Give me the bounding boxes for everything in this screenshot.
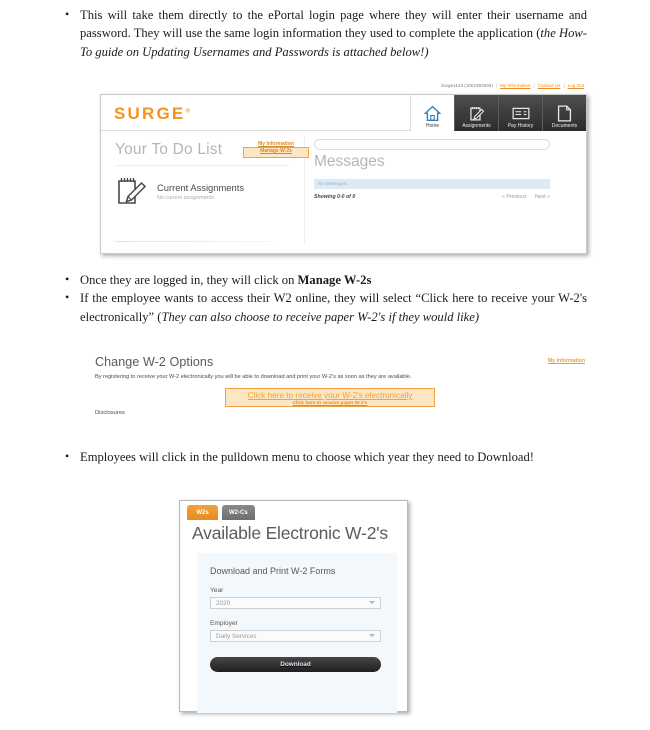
account-bar-separator-2: | [533, 83, 535, 88]
bullet-paragraph-4 [62, 448, 587, 466]
tab-w2s-label: W2s [196, 509, 209, 516]
nav-label-documents: Documents [551, 123, 578, 129]
todo-divider [115, 165, 290, 166]
current-assignments-text [157, 182, 244, 201]
manage-w2s-link[interactable]: Manage W-2s [260, 148, 292, 154]
account-user-id: Surge1123 (1001993536) [440, 83, 493, 88]
disclosures-label[interactable]: Disclosures [95, 410, 125, 416]
bullet-4-text: Employees will click in the pulldown menu to choose which year they need to Download! [80, 450, 534, 464]
todo-panel [101, 131, 304, 253]
eportal-header [101, 95, 586, 131]
current-assignments-row [115, 176, 304, 206]
nav-label-assignments: Assignments [462, 123, 491, 129]
todo-my-information-link[interactable]: My Information [258, 141, 294, 147]
change-w2-title: Change W-2 Options [95, 355, 214, 369]
receive-electronically-highlight-box[interactable] [225, 388, 435, 407]
notepad-pencil-icon [115, 176, 149, 206]
list-item [62, 289, 587, 326]
available-w2s-heading: Available Electronic W-2's [192, 523, 388, 543]
nav-label-pay-history: Pay History [507, 123, 534, 129]
messages-footer [314, 194, 550, 200]
eportal-home-screenshot [100, 83, 587, 254]
year-select[interactable] [210, 597, 381, 609]
todo-bottom-divider [115, 241, 275, 242]
registered-mark-icon: ® [185, 108, 190, 115]
bullet-1-text-italic: the How-To guide on Updating Usernames and Passwords is attached below!) [80, 26, 587, 59]
search-input[interactable] [314, 139, 550, 150]
messages-panel [304, 131, 586, 253]
bullet-2-text-bold: Manage W-2s [297, 273, 372, 287]
tab-w2s[interactable] [187, 505, 218, 520]
change-w2-my-information-link[interactable]: My Information [547, 358, 585, 364]
document-page-icon [557, 105, 572, 122]
manage-w2s-highlight-box[interactable] [243, 147, 309, 158]
primary-nav [410, 95, 586, 131]
bullet-paragraph-2 [62, 271, 587, 326]
download-button-label: Download [280, 661, 311, 668]
current-assignments-heading: Current Assignments [157, 181, 245, 193]
chevron-down-icon [369, 601, 375, 604]
messages-empty-banner: No Messages. [314, 179, 550, 189]
my-information-link[interactable]: My Information [500, 83, 531, 88]
bullet-3-text-italic: They can also choose to receive paper W-2's if they would like) [161, 309, 480, 324]
nav-item-pay-history[interactable] [498, 95, 542, 131]
change-w2-options-screenshot [95, 355, 585, 423]
download-panel [197, 553, 397, 713]
messages-title: Messages [314, 153, 385, 170]
list-item [62, 448, 587, 466]
employer-field-label: Employer [210, 620, 238, 627]
employer-select-value: Daily Services [216, 633, 257, 640]
surge-logo-text: SURGE [114, 104, 186, 123]
account-bar-separator-1: | [495, 83, 498, 88]
year-field-label: Year [210, 587, 224, 594]
bullet-1-text-normal: This will take them directly to the ePortal login page where they will enter their username and password. They will use the same login information they used to complete the application ( [80, 8, 587, 41]
nav-item-home[interactable] [410, 95, 454, 131]
chevron-down-icon [369, 634, 375, 637]
contact-us-link[interactable]: Contact Us [537, 83, 561, 88]
download-panel-heading: Download and Print W-2 Forms [210, 566, 336, 576]
year-select-value: 2020 [216, 600, 231, 607]
download-button[interactable] [210, 657, 381, 672]
employer-select[interactable] [210, 630, 381, 642]
account-bar-separator-3: | [563, 83, 565, 88]
tab-w2-cs-label: W2-Cs [229, 509, 248, 516]
list-item [62, 271, 587, 289]
account-bar [101, 83, 586, 94]
receive-electronically-link[interactable]: Click here to receive your W-2's electronically [247, 391, 413, 400]
bullet-paragraph-1 [62, 6, 587, 61]
pencil-notepad-icon [468, 105, 485, 122]
change-w2-description: By registering to receive your W-2 electronically you will be able to download and print your W-2's as soon as they are available. [95, 374, 412, 380]
eportal-body [101, 131, 586, 253]
next-page-link[interactable]: Next » [535, 194, 550, 200]
nav-label-home: Home [425, 123, 440, 129]
previous-page-link[interactable]: « Previous [502, 194, 527, 200]
bullet-2-text-normal: Once they are logged in, they will click on [80, 273, 298, 287]
nav-item-documents[interactable] [542, 95, 586, 131]
tab-w2-cs[interactable] [222, 505, 255, 520]
receive-paper-link[interactable]: Click here to receive paper W-2's [292, 401, 368, 406]
messages-showing-count: Showing 0-0 of 0 [314, 194, 356, 200]
bullet-3-text-normal: If the employee wants to access their W2 online, they will select “Click here to receive your W-2's electronically” ( [80, 291, 587, 324]
todo-title: Your To Do List [115, 141, 223, 158]
surge-logo[interactable] [114, 104, 190, 124]
messages-pager [495, 194, 550, 200]
log-out-link[interactable]: Log Out [567, 83, 584, 88]
check-stub-icon [512, 105, 530, 122]
available-electronic-w2s-screenshot [179, 500, 408, 712]
nav-item-assignments[interactable] [454, 95, 498, 131]
home-icon [424, 105, 441, 122]
w2-tab-bar [180, 501, 407, 520]
current-assignments-empty: No current assignments [157, 194, 214, 201]
list-item [62, 6, 587, 61]
